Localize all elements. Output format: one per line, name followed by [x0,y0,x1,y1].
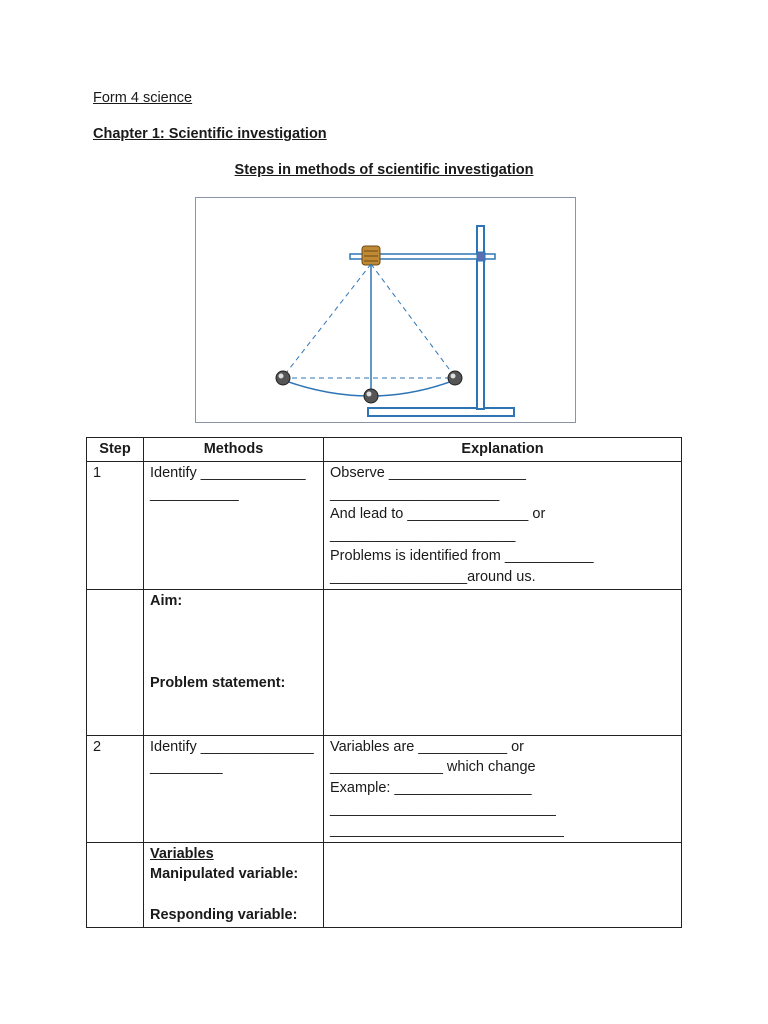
responding-variable-label: Responding variable: [150,907,298,924]
course-title: Form 4 science [93,90,193,106]
explanation-line: _________________around us. [330,568,536,585]
explanation-cell [324,735,682,842]
explanation-line: Example: _________________ [330,780,532,797]
methods-cell [144,735,324,842]
explanation-line: ______________ which change [330,759,536,776]
table-row [87,589,682,735]
section-subtitle: Steps in methods of scientific investigation [234,162,534,178]
aim-label: Aim: [150,592,183,609]
investigation-table [86,437,682,928]
explanation-line: Problems is identified from ___________ [330,547,594,564]
methods-line: ___________ [150,485,239,502]
header-step: Step [87,438,144,462]
methods-cell [144,842,324,927]
step-cell: 2 [87,735,144,842]
methods-line: Identify _____________ [150,464,306,481]
table-row [87,735,682,842]
pendulum-diagram-icon [196,198,575,422]
chapter-title: Chapter 1: Scientific investigation [93,126,327,142]
step-cell: 1 [87,461,144,589]
table-row [87,461,682,589]
header-explanation: Explanation [324,438,682,462]
explanation-line: _____________________ [330,485,500,502]
variable-space [150,885,317,905]
methods-line: _________ [150,759,223,776]
pendulum-figure [195,197,576,423]
manipulated-variable-label: Manipulated variable: [150,866,299,883]
methods-cell [144,589,324,735]
table-row [87,842,682,927]
explanation-cell [324,842,682,927]
explanation-line: And lead to _______________ or [330,506,546,523]
methods-cell [144,461,324,589]
aim-space [150,611,317,673]
header-methods: Methods [144,438,324,462]
step-cell [87,842,144,927]
explanation-line: Variables are ___________ or [330,738,525,755]
step-cell [87,589,144,735]
explanation-line: _______________________ [330,527,516,544]
table-header-row [87,438,682,462]
explanation-line: ____________________________ [330,800,556,817]
explanation-cell [324,461,682,589]
methods-line: Identify ______________ [150,738,314,755]
explanation-cell [324,589,682,735]
explanation-line: _____________________________ [330,821,564,838]
explanation-line: Observe _________________ [330,464,526,481]
variables-heading: Variables [150,845,214,862]
problem-statement-label: Problem statement: [150,675,286,692]
